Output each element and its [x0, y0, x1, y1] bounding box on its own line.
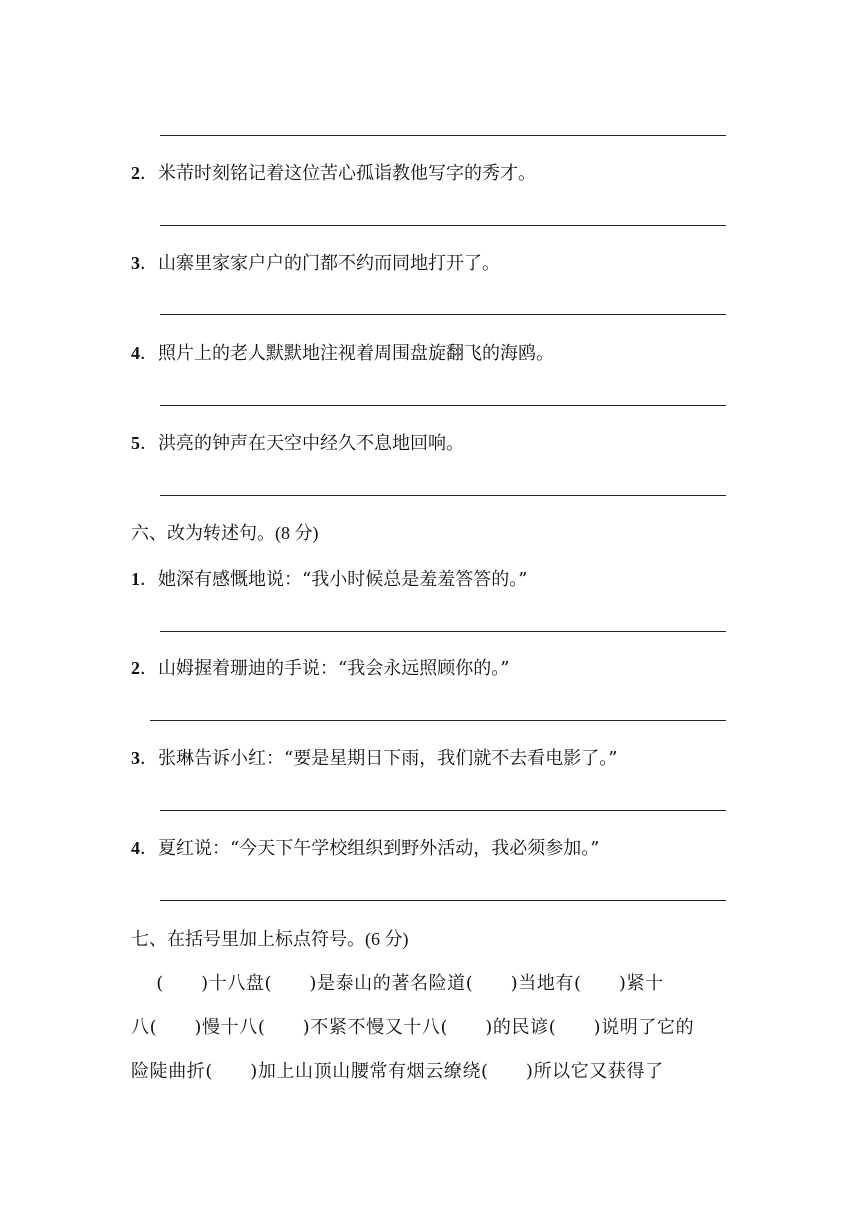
- question-number: 2: [131, 658, 140, 678]
- answer-line[interactable]: [160, 225, 726, 226]
- question-item: [131, 162, 536, 185]
- question-item: [131, 432, 464, 455]
- answer-line[interactable]: [160, 900, 726, 901]
- question-item: [131, 252, 500, 275]
- question-number: 4: [131, 838, 140, 858]
- question-item: [131, 747, 617, 770]
- paragraph-line: 八( )慢十八( )不紧不慢又十八( )的民谚( )说明了它的: [131, 1017, 695, 1038]
- section-title-text: 六、改为转述句。: [131, 523, 275, 544]
- answer-line[interactable]: [160, 495, 726, 496]
- answer-line[interactable]: [160, 405, 726, 406]
- paragraph-line: 险陡曲折( )加上山顶山腰常有烟云缭绕( )所以它又获得了: [131, 1061, 664, 1082]
- question-number: 3: [131, 253, 140, 273]
- answer-line[interactable]: [160, 314, 726, 315]
- section-title: [131, 928, 409, 951]
- question-text: ．山姆握着珊迪的手说：“我会永远照顾你的。”: [140, 658, 510, 679]
- paragraph-line: ( )十八盘( )是泰山的著名险道( )当地有( )紧十: [131, 973, 664, 994]
- section-score: (6 分): [365, 929, 409, 949]
- punctuation-paragraph: [131, 962, 731, 1094]
- question-text: ．洪亮的钟声在天空中经久不息地回响。: [140, 433, 464, 454]
- question-number: 3: [131, 748, 140, 768]
- question-text: ．山寨里家家户户的门都不约而同地打开了。: [140, 253, 500, 274]
- answer-line[interactable]: [160, 631, 726, 632]
- answer-line[interactable]: [150, 720, 726, 721]
- question-item: [131, 342, 554, 365]
- question-item: [131, 568, 527, 591]
- section-score: (8 分): [275, 523, 319, 543]
- question-text: ．夏红说：“今天下午学校组织到野外活动，我必须参加。”: [140, 838, 600, 859]
- answer-line[interactable]: [160, 810, 726, 811]
- question-number: 5: [131, 433, 140, 453]
- question-item: [131, 657, 509, 680]
- section-title: [131, 522, 319, 545]
- question-text: ．米芾时刻铭记着这位苦心孤诣教他写字的秀才。: [140, 163, 536, 184]
- question-text: ．照片上的老人默默地注视着周围盘旋翻飞的海鸥。: [140, 343, 554, 364]
- section-title-text: 七、在括号里加上标点符号。: [131, 929, 365, 950]
- question-text: ．张琳告诉小红：“要是星期日下雨，我们就不去看电影了。”: [140, 748, 618, 769]
- question-number: 2: [131, 163, 140, 183]
- question-item: [131, 837, 599, 860]
- question-text: ．她深有感慨地说：“我小时候总是羞羞答答的。”: [140, 569, 528, 590]
- question-number: 1: [131, 569, 140, 589]
- answer-line[interactable]: [160, 135, 726, 136]
- question-number: 4: [131, 343, 140, 363]
